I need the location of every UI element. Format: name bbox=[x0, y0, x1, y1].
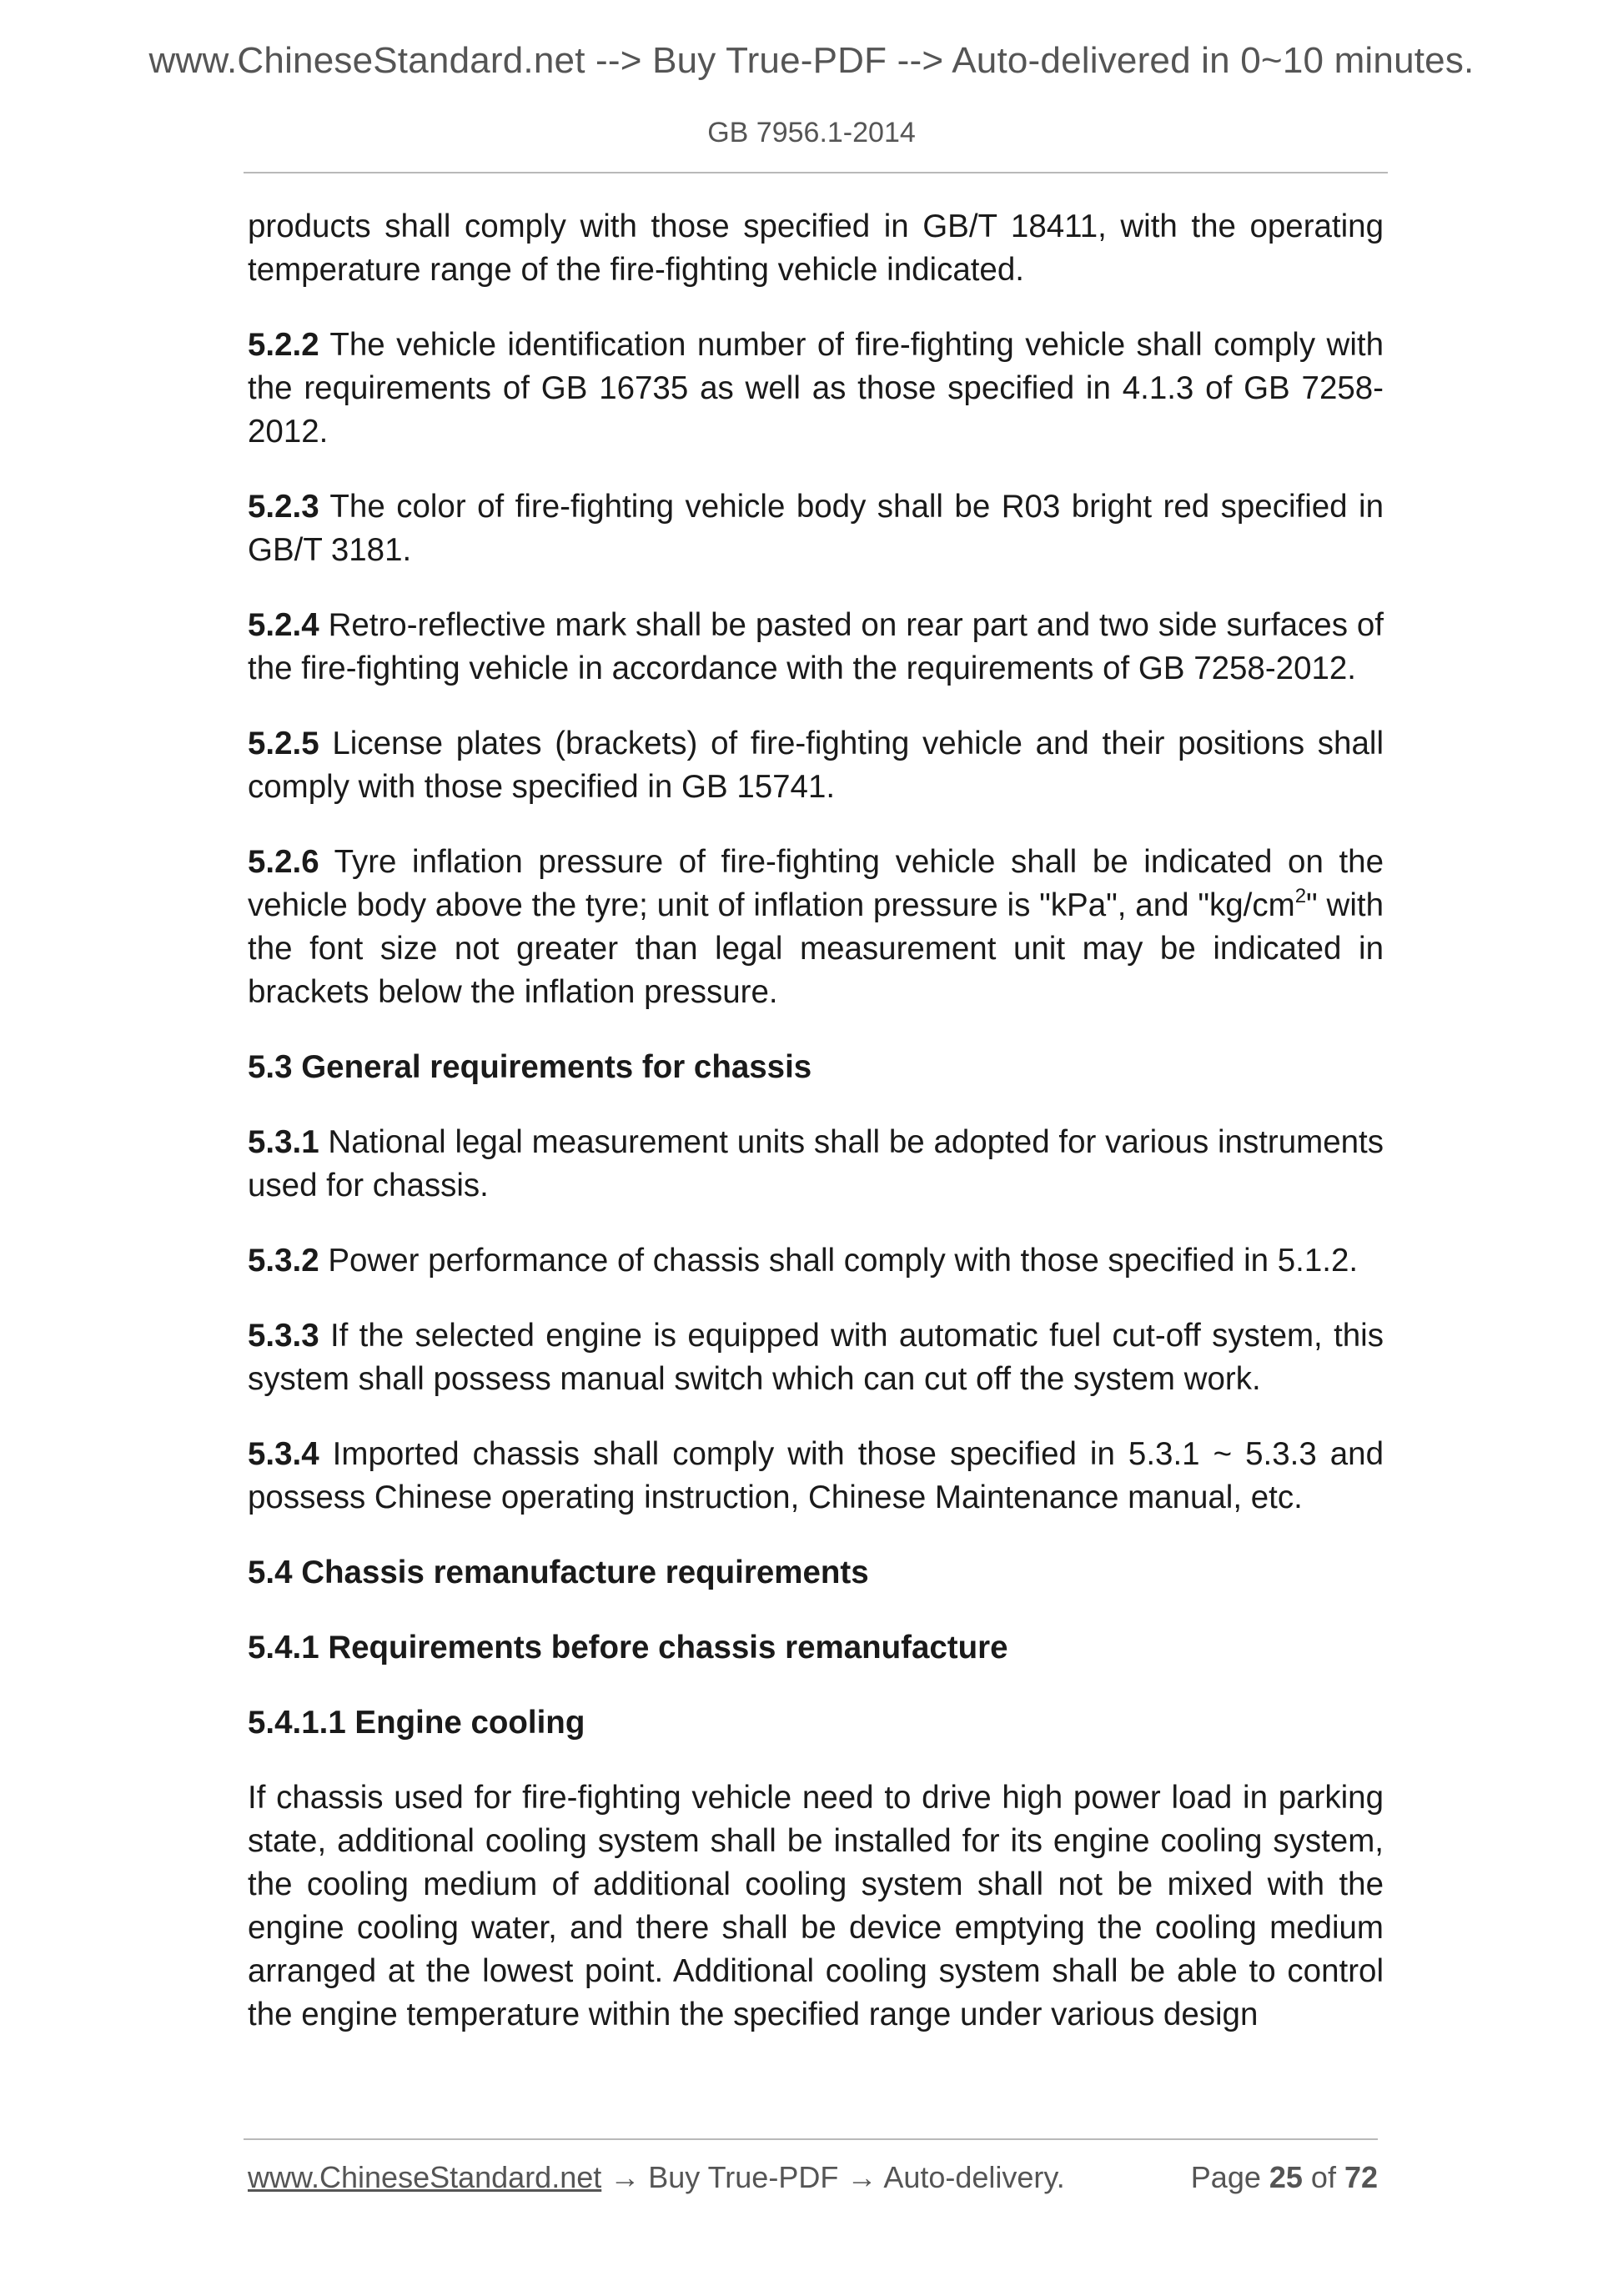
clause-5-2-6 bbox=[248, 841, 1384, 1014]
clause-text: National legal measurement units shall be adopted for various instruments used for chassis. bbox=[248, 1124, 1384, 1203]
header-divider bbox=[244, 172, 1388, 173]
clause-text: If the selected engine is equipped with automatic fuel cut-off system, this system shall possess manual switch which can cut off the system work. bbox=[248, 1318, 1384, 1397]
clause-5-3-1 bbox=[248, 1121, 1384, 1208]
clause-text: Tyre inflation pressure of fire-fighting vehicle shall be indicated on the vehicle body above the tyre; unit of inflation pressure is "kPa", and "kg/cm bbox=[248, 844, 1384, 923]
clause-5-2-4 bbox=[248, 604, 1384, 691]
heading-5-4-1: 5.4.1 Requirements before chassis remanufacture bbox=[248, 1630, 1008, 1665]
clause-number: 5.2.6 bbox=[248, 844, 319, 880]
superscript: 2 bbox=[1294, 885, 1307, 907]
clause-number: 5.3.1 bbox=[248, 1124, 319, 1160]
clause-number: 5.2.4 bbox=[248, 607, 319, 643]
clause-text: The color of fire-fighting vehicle body shall be R03 bright red specified in GB/T 3181. bbox=[248, 489, 1384, 568]
clause-text: The vehicle identification number of fire-fighting vehicle shall comply with the requirements of GB 16735 as well as those specified in 4.1.3 of GB 7258-2012. bbox=[248, 327, 1384, 450]
clause-text: Retro-reflective mark shall be pasted on rear part and two side surfaces of the fire-fighting vehicle in accordance with the requirements of GB 7258-2012. bbox=[248, 607, 1384, 686]
clause-text: " with the font size not greater than legal measurement unit may be indicated in brackets below the inflation pressure. bbox=[248, 887, 1384, 1010]
clause-5-2-2 bbox=[248, 324, 1384, 454]
page-label: Page bbox=[1190, 2160, 1269, 2194]
paragraph-continued: products shall comply with those specified in GB/T 18411, with the operating temperature range of the fire-fighting vehicle indicated. bbox=[248, 208, 1384, 288]
heading-5-4: 5.4 Chassis remanufacture requirements bbox=[248, 1555, 869, 1590]
standard-code: GB 7956.1-2014 bbox=[707, 117, 916, 148]
heading-5-4-1-1: 5.4.1.1 Engine cooling bbox=[248, 1705, 585, 1741]
clause-number: 5.2.5 bbox=[248, 726, 319, 761]
banner-header: www.ChineseStandard.net --> Buy True-PDF --> Auto-delivered in 0~10 minutes. bbox=[148, 40, 1475, 81]
clause-number: 5.3.2 bbox=[248, 1243, 319, 1279]
clause-number: 5.3.4 bbox=[248, 1436, 319, 1472]
footer-link[interactable]: www.ChineseStandard.net bbox=[248, 2160, 602, 2194]
page-body bbox=[248, 205, 1384, 2068]
of-label: of bbox=[1302, 2160, 1344, 2194]
clause-5-2-3 bbox=[248, 485, 1384, 572]
page-total: 72 bbox=[1344, 2160, 1378, 2194]
clause-text: Power performance of chassis shall comply with those specified in 5.1.2. bbox=[319, 1243, 1359, 1279]
clause-number: 5.3.3 bbox=[248, 1318, 319, 1354]
page-number: 25 bbox=[1269, 2160, 1303, 2194]
clause-number: 5.2.2 bbox=[248, 327, 319, 363]
clause-text: Imported chassis shall comply with those specified in 5.3.1 ~ 5.3.3 and possess Chinese operating instruction, Chinese Maintenance manual, etc. bbox=[248, 1436, 1384, 1515]
clause-number: 5.2.3 bbox=[248, 489, 319, 525]
footer-divider bbox=[244, 2138, 1378, 2140]
clause-5-3-3 bbox=[248, 1314, 1384, 1401]
clause-5-3-4 bbox=[248, 1433, 1384, 1520]
clause-5-2-5 bbox=[248, 722, 1384, 809]
paragraph-engine-cooling: If chassis used for fire-fighting vehicle need to drive high power load in parking state, additional cooling system shall be installed for its engine cooling system, the cooling medium of additional cooling system shall not be mixed with the engine cooling water, and there shall be device emptying the cooling medium arranged at the lowest point. Additional cooling system shall be able to control the engine temperature within the specified range under various design bbox=[248, 1780, 1384, 2032]
clause-5-3-2 bbox=[248, 1239, 1384, 1283]
heading-5-3: 5.3 General requirements for chassis bbox=[248, 1049, 812, 1085]
clause-text: License plates (brackets) of fire-fighting vehicle and their positions shall comply with those specified in GB 15741. bbox=[248, 726, 1384, 805]
footer-tagline: → Buy True-PDF → Auto-delivery. bbox=[601, 2160, 1065, 2194]
page-indicator bbox=[1191, 2160, 1378, 2195]
footer-left bbox=[248, 2160, 1065, 2195]
